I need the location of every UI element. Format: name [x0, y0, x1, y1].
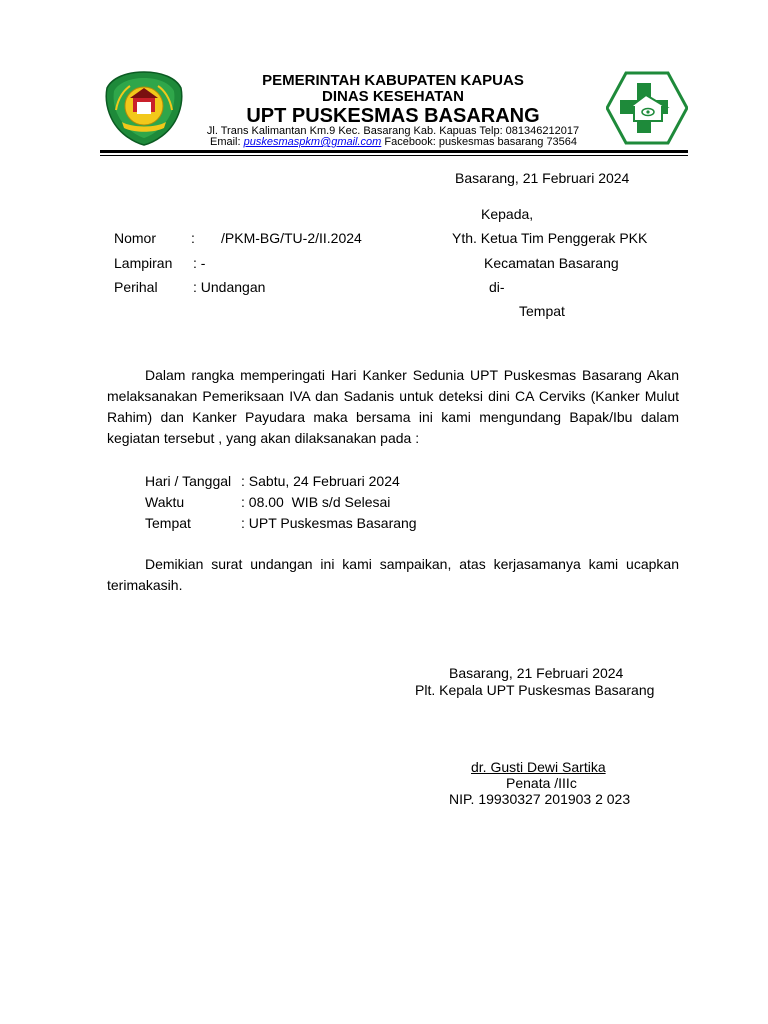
- schedule-place-value: : UPT Puskesmas Basarang: [241, 515, 417, 531]
- facebook-text: Facebook: puskesmas basarang 73564: [384, 136, 578, 148]
- recipient-line2: Kecamatan Basarang: [484, 255, 619, 271]
- signatory-rank: Penata /IIIc: [506, 775, 577, 791]
- letterhead-divider-thick: [100, 150, 688, 153]
- signature-position: Plt. Kepala UPT Puskesmas Basarang: [415, 682, 655, 698]
- recipient-line4: Tempat: [519, 303, 565, 319]
- closing-paragraph: Demikian surat undangan ini kami sampaikan, atas kerjasamanya kami ucapkan terimakasih.: [107, 556, 679, 593]
- schedule-day-label: Hari / Tanggal: [145, 473, 232, 489]
- nomor-value: /PKM-BG/TU-2/II.2024: [221, 230, 362, 246]
- letterhead-institution: UPT PUSKESMAS BASARANG: [246, 105, 540, 127]
- nomor-label: Nomor: [114, 230, 157, 246]
- letter-date: Basarang, 21 Februari 2024: [455, 170, 630, 186]
- perihal-value: : Undangan: [193, 279, 266, 295]
- schedule-time-value: : 08.00 WIB s/d Selesai: [241, 494, 391, 510]
- recipient-line3: di-: [489, 279, 505, 295]
- schedule-time-label: Waktu: [145, 494, 185, 510]
- lampiran-value: : -: [193, 255, 206, 271]
- puskesmas-logo: [606, 71, 688, 145]
- lampiran-label: Lampiran: [114, 255, 173, 271]
- signatory-name: dr. Gusti Dewi Sartika: [471, 759, 606, 775]
- letterhead-department: DINAS KESEHATAN: [322, 88, 464, 105]
- body-paragraph: Dalam rangka memperingati Hari Kanker Sedunia UPT Puskesmas Basarang Akan melaksanakan Pemeriksaan IVA dan Sadanis untuk deteksi dini CA Cerviks (Kanker Mulut Rahim) dan Kanker Payudara maka bersama ini kami mengundang Bapak/Ibu dalam kegiatan tersebut , yang akan dilaksanakan pada :: [107, 367, 679, 446]
- email-label: Email:: [210, 136, 241, 148]
- letterhead-divider-thin: [100, 155, 688, 156]
- recipient-kepada: Kepada,: [481, 206, 534, 222]
- letterhead-address: Jl. Trans Kalimantan Km.9 Kec. Basarang Kab. Kapuas Telp: 081346212017: [206, 125, 580, 137]
- letterhead-government: PEMERINTAH KABUPATEN KAPUAS: [262, 72, 524, 89]
- recipient-line1: Yth. Ketua Tim Penggerak PKK: [452, 230, 648, 246]
- nomor-separator: :: [191, 230, 195, 246]
- email-link[interactable]: puskesmaspkm@gmail.com: [243, 136, 382, 148]
- kabupaten-kapuas-emblem: [104, 70, 184, 146]
- signature-date: Basarang, 21 Februari 2024: [449, 665, 624, 681]
- signatory-nip: NIP. 19930327 201903 2 023: [449, 791, 631, 807]
- perihal-label: Perihal: [114, 279, 158, 295]
- schedule-day-value: : Sabtu, 24 Februari 2024: [241, 473, 400, 489]
- schedule-place-label: Tempat: [145, 515, 191, 531]
- letterhead-contacts: [210, 136, 577, 149]
